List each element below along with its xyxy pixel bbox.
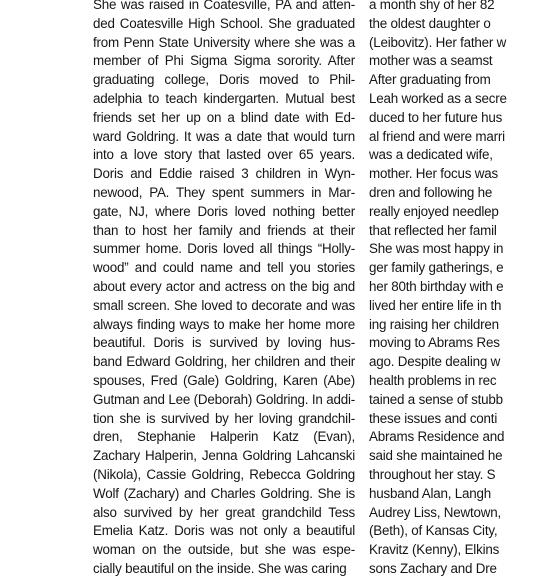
right-column-text-line: really enjoyed needlep: [369, 203, 499, 219]
right-column-text-line: ing raising her children: [369, 316, 499, 332]
right-column-text-line: moving to Abrams Res: [369, 335, 500, 351]
right-column-text-line: a month shy of her 82: [369, 0, 495, 12]
right-column-text-line: (Leibovitz). Her father w: [369, 34, 507, 50]
right-column-text-line: husband Alan, Langh: [369, 485, 492, 501]
left-column-text-line: band Edward Goldring, her children and their: [93, 354, 355, 370]
left-column-text-line: Gutman and Lee (Deborah) Goldring. In addi-: [93, 391, 355, 407]
left-column-text-line: spouses, Fred (Gale) Goldring, Karen (Abe): [93, 372, 355, 388]
left-column-text-line: dren, Stephanie Halperin Katz (Evan),: [93, 429, 355, 445]
right-column-text-line: said she maintained he: [369, 448, 503, 464]
left-column-text-line: ward Goldring. It was a date that would turn: [93, 128, 355, 144]
right-column-text-line: the oldest daughter o: [369, 15, 491, 31]
right-column-text-line: ger family gatherings, e: [369, 260, 504, 276]
left-column-text-line: summer home. Doris loved all things “Holly-: [93, 241, 355, 257]
left-column-text-line: She was raised in Coatesville, PA and atten-: [93, 0, 355, 12]
left-column-text-line: than to host her family and friends at their: [93, 222, 355, 238]
obituary-left-column: [93, 0, 355, 579]
left-column-text-line: Doris and Eddie raised 3 children in Wyn-: [93, 166, 355, 182]
right-column-text-line: She was most happy in: [369, 241, 504, 257]
right-column-text-line: Leah worked as a secre: [369, 90, 507, 106]
right-column-text-line: tained a sense of stubb: [369, 391, 503, 407]
left-column-text-line: graduating college, Doris moved to Phil-: [93, 72, 355, 88]
right-column-text-line: lived her entire life in th: [369, 297, 502, 313]
left-column-text-line: Zachary Halperin, Jenna Goldring Lahcanski: [93, 448, 355, 464]
left-column-text-line: small screen. She loved to decorate and was: [93, 297, 355, 313]
right-column-text-line: (Beth), of Kansas City,: [369, 523, 498, 539]
left-column-text-line: gate, NJ, where Doris loved nothing better: [93, 203, 355, 219]
left-column-text-line: friends set her up on a blind date with Ed-: [93, 109, 355, 125]
left-column-text-line: Emelia Katz. Doris was not only a beautiful: [93, 523, 355, 539]
right-column-text-line: health problems in rec: [369, 372, 497, 388]
right-column-text-line: that reflected her famil: [369, 222, 497, 238]
left-column-text-line: ded Coatesville High School. She graduated: [93, 15, 355, 31]
left-column-text-line: cially beautiful on the inside. She was caring: [93, 560, 347, 576]
right-column-text-line: these issues and conti: [369, 410, 498, 426]
right-column-text-line: Audrey Liss, Newtown,: [369, 504, 501, 520]
right-column-text-line: throughout her stay. S: [369, 466, 496, 482]
left-column-text-line: beautiful. Doris is survived by loving hus-: [93, 335, 355, 351]
left-column-text-line: adelphia to teach kindergarten. Mutual best: [93, 90, 355, 106]
right-column-text-line: was a dedicated wife,: [369, 147, 493, 163]
right-column-text-line: After graduating from: [369, 72, 491, 88]
right-column-text-line: her 80th birthday with e: [369, 278, 504, 294]
left-column-text-line: member of Phi Sigma Sigma sorority. After: [93, 53, 355, 69]
right-column-text-line: Kravitz (Kenny), Elkins: [369, 542, 500, 558]
column-gutter: [362, 0, 363, 512]
left-column-text-line: woman on the outside, but she was espe-: [93, 542, 355, 558]
left-column-text-line: also survived by her great grandchild Tess: [93, 504, 355, 520]
left-column-text-line: tion she is survived by her loving grandchil-: [93, 410, 355, 426]
left-column-text-line: from Penn State University where she was a: [93, 34, 355, 50]
right-column-text-line: mother. Her focus was: [369, 166, 499, 182]
left-column-text-line: Wolf (Zachary) and Charles Goldring. She is: [93, 485, 355, 501]
right-column-text-line: duced to her future hus: [369, 109, 503, 125]
right-column-text-line: mother was a seamst: [369, 53, 493, 69]
left-column-text-line: newood, PA. They spent summers in Mar-: [93, 184, 355, 200]
left-column-text-line: about every actor and actress on the big and: [93, 278, 355, 294]
right-column-text-line: Abrams Residence and: [369, 429, 505, 445]
right-column-text-line: dren and following he: [369, 184, 493, 200]
obituary-right-column: [369, 0, 539, 579]
left-column-text-line: into a love story that lasted over 65 years.: [93, 147, 355, 163]
right-column-text-line: sons Zachary and Dre: [369, 560, 497, 576]
left-column-text-line: always finding ways to make her home more: [93, 316, 355, 332]
left-column-text-line: (Nikola), Cassie Goldring, Rebecca Goldring: [93, 466, 355, 482]
left-column-text-line: wood” and could name and tell you stories: [93, 260, 355, 276]
right-column-text-line: al friend and were marri: [369, 128, 505, 144]
right-column-text-line: ago. Despite dealing w: [369, 354, 501, 370]
